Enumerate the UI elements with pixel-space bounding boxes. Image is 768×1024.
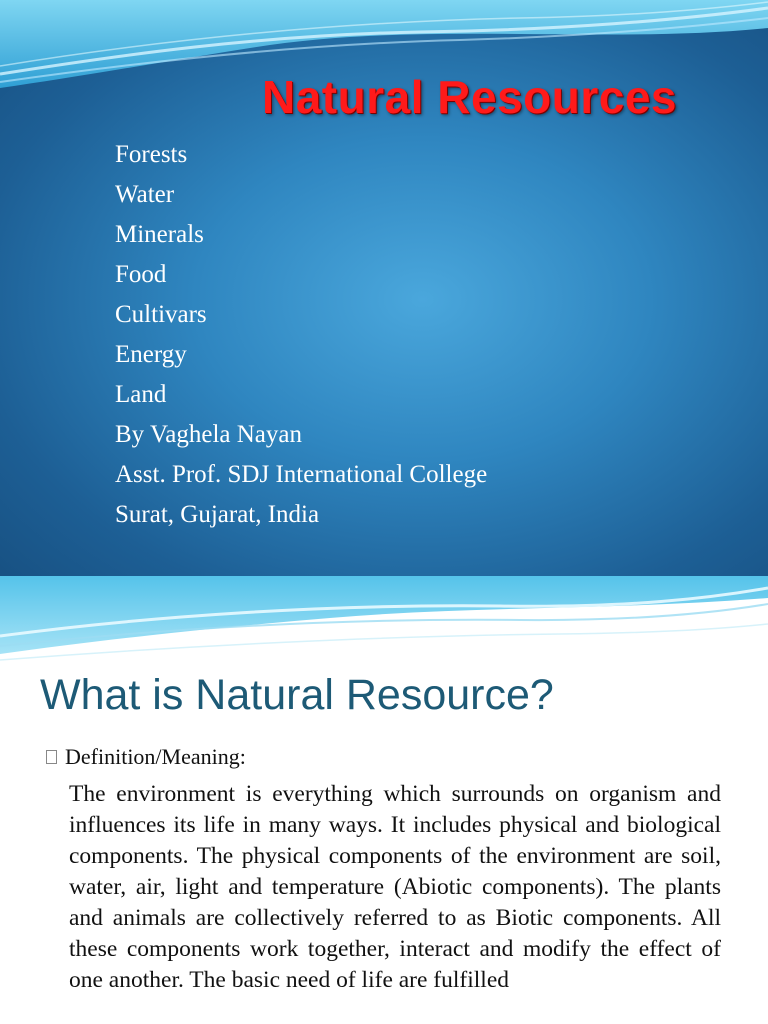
bullet-definition — [46, 744, 246, 770]
resource-list — [115, 135, 487, 535]
bullet-text: Definition/Meaning: — [65, 744, 246, 769]
list-item: Food — [115, 261, 167, 288]
author-name: By Vaghela Nayan — [115, 421, 302, 448]
list-item: Forests — [115, 141, 188, 168]
definition-paragraph: The environment is everything which surrounds on organism and influences its life in many ways. It includes physical and biological components. The physical components of the environment are soil, water, air, light and temperature (Abiotic components). The plants and animals are collectively referred to as Biotic components. All these components work together, interact and modify the effect of one another. The basic need of life are fulfilled — [69, 781, 721, 993]
list-item: Minerals — [115, 221, 204, 248]
author-position: Asst. Prof. SDJ International College — [115, 461, 488, 488]
wave-decoration-top — [0, 576, 768, 666]
list-item: Water — [115, 181, 175, 208]
slide-title: What is Natural Resource? — [40, 671, 554, 719]
slide-title: Natural Resources — [262, 71, 677, 123]
definition-slide — [0, 576, 768, 1024]
list-item: Energy — [115, 341, 187, 368]
list-item: Cultivars — [115, 301, 207, 328]
author-location: Surat, Gujarat, India — [115, 501, 320, 528]
missing-glyph-box-icon — [46, 750, 57, 764]
list-item: Land — [115, 381, 167, 408]
